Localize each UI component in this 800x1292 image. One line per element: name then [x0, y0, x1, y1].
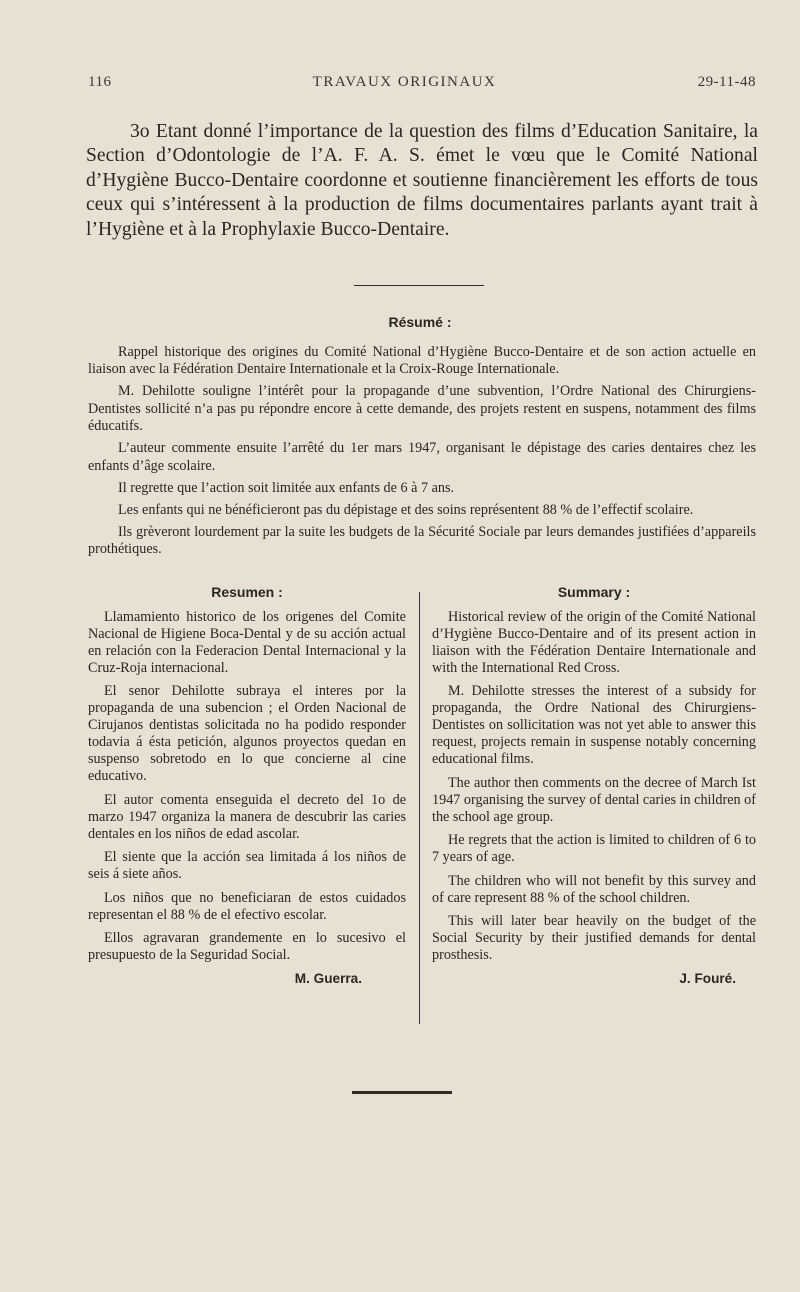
resumen-column [88, 584, 406, 994]
resumen-paragraph: El senor Dehilotte subraya el interes por la propaganda de una subencion ; el Orden Nacional de Cirujanos dentistas solicitada no ha podido responder todavia á ésta petición, algunos proyectos quedan en suspenso sobretodo en lo que concierne al cine educativo. [88, 683, 406, 785]
column-divider [419, 592, 420, 1024]
summary-heading: Summary : [557, 584, 631, 600]
intro-section [86, 120, 758, 242]
resumen-paragraph: Ellos agravaran grandemente en lo sucesivo el presupuesto de la Seguridad Social. [88, 929, 406, 963]
resume-paragraph: Il regrette que l’action soit limitée aux enfants de 6 à 7 ans. [118, 479, 455, 496]
resumen-signature: M. Guerra. [294, 971, 362, 987]
summary-paragraph: The children who will not benefit by this survey and of care represent 88 % of the school children. [432, 872, 756, 906]
resume-paragraph: Rappel historique des origines du Comité National d’Hygiène Bucco-Dentaire et de son action actuelle en liaison avec la Fédération Dentaire Internationale et la Croix-Rouge Internationale. [88, 344, 756, 378]
summary-paragraph: He regrets that the action is limited to children of 6 to 7 years of age. [432, 832, 756, 866]
summary-column [432, 584, 756, 994]
resume-paragraph: L’auteur commente ensuite l’arrêté du 1er mars 1947, organisant le dépistage des caries dentaires chez les enfants d’âge scolaire. [88, 440, 756, 474]
section-divider-rule [354, 285, 484, 286]
summary-paragraph: Historical review of the origin of the Comité National d’Hygiène Bucco-Dentaire and of its present action in liaison with the Fédération Dentaire Internationale and with the International Red Cross. [432, 609, 756, 676]
summary-paragraph: The author then comments on the decree of March Ist 1947 organising the survey of dental caries in children of the school age group. [432, 774, 756, 825]
resume-paragraph: Les enfants qui ne bénéficieront pas du dépistage et des soins représentent 88 % de l’effectif scolaire. [118, 501, 694, 518]
summary-paragraph: This will later bear heavily on the budget of the Social Security by their justified demands for dental prosthesis. [432, 912, 756, 963]
resume-heading: Résumé : [388, 314, 452, 330]
summary-signature: J. Fouré. [679, 971, 736, 987]
end-of-article-rule [352, 1091, 452, 1094]
resume-section [88, 344, 756, 563]
resumen-paragraph: El autor comenta enseguida el decreto del 1o de marzo 1947 organiza la manera de descubrir las caries dentales en los niños de edad ascolar. [88, 791, 406, 842]
running-head [88, 74, 756, 91]
resumen-paragraph: Llamamiento historico de los origenes del Comite Nacional de Higiene Boca-Dental y de su acción actual en relación con la Federacion Dental Internacional y la Cruz-Roja internacional. [88, 609, 406, 676]
resumen-paragraph: Los niños que no beneficiaran de estos cuidados representan el 88 % de el efectivo escolar. [88, 889, 406, 923]
resume-paragraph: Ils grèveront lourdement par la suite les budgets de la Sécurité Sociale par leurs demandes justifiées d’appareils prothétiques. [88, 523, 756, 558]
resumen-paragraph: El siente que la acción sea limitada á los niños de seis á siete años. [88, 849, 406, 883]
intro-paragraph: 3o Etant donné l’importance de la question des films d’Education Sanitaire, la Section d’Odontologie de l’A. F. A. S. émet le vœu que le Comité National d’Hygiène Bucco-Dentaire coordonne et soutienne financièrement les efforts de tous ceux qui s’intéressent à la production de films documentaires parlants ayant trait à l’Hygiène et à la Prophylaxie Bucco-Dentaire. [86, 121, 758, 240]
journal-section-title: TRAVAUX ORIGINAUX [312, 74, 497, 90]
resume-paragraph: M. Dehilotte souligne l’intérêt pour la propagande d’une subvention, l’Ordre National des Chirurgiens-Dentistes sollicité n’a pas pu répondre encore à cette demande, des projets restent en suspens, notamment des films éducatifs. [88, 383, 756, 435]
resumen-heading: Resumen : [211, 584, 283, 600]
issue-date: 29-11-48 [697, 74, 756, 90]
summary-paragraph: M. Dehilotte stresses the interest of a subsidy for propaganda, the Ordre National des Chirurgiens-Dentistes on sollicitation was not yet able to answer this request, projects remain in suspense notably concerning educational films. [432, 683, 756, 768]
page-number: 116 [88, 74, 112, 90]
